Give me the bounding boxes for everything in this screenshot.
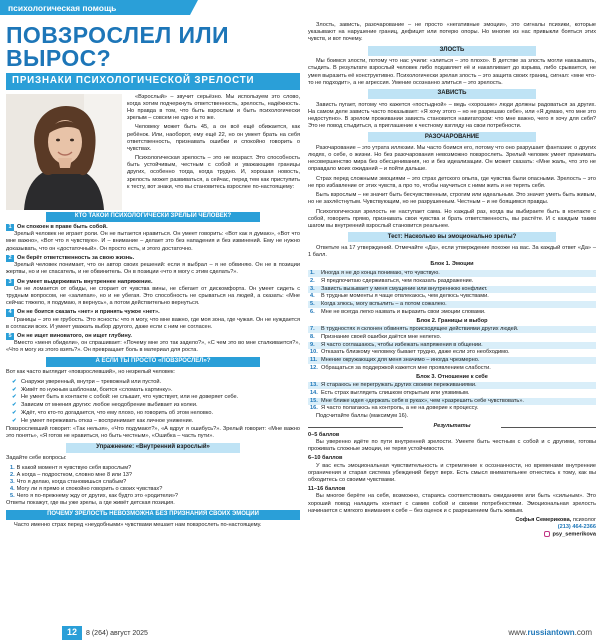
checkmark-icon: ✔ [12,394,17,401]
article-title: ПОВЗРОСЛЕЛ ИЛИ ВЫРОС? [6,22,229,71]
issue-info: 8 (264) август 2025 [86,630,148,637]
test-statement: 9. Я часто соглашаюсь, чтобы избежать напряжения в общении. [308,342,596,349]
sign-item [6,224,300,253]
sign-item [6,279,300,308]
emotion-text: Зависть пугает, потому что кажется «постыдной» – ведь «хорошие» люди должны радоваться за других. На самом деле зависть часто показывает: «Я хочу этого – но не разрешаю себе», или «Я думаю, что мне это недоступно». В зрелом проживании зависть становится навигатором: что мне важно, чего я хочу для себя? Это не повод стыдиться, а приглашение к честному взгляду на свои потребности. [308,101,596,130]
test-statement: 12. Обращаться за поддержкой кажется мне проявлением слабости. [310,364,491,371]
sign-text: Он не ломается от обиды, не сгорает от чувства вины, не сбегает от дискомфорта. Он умеет сидеть с трудным вопросом, не «залипая», но и не убегая. Это способность не срываться на людей, а сказать: «Мне сейчас тяжело, я подумаю, я вернусь», а потом действительно вернуться. [6,285,300,307]
page-number: 12 [62,626,82,640]
article-subtitle: ПРИЗНАКИ ПСИХОЛОГИЧЕСКОЙ ЗРЕЛОСТИ [6,73,300,90]
author-photo [6,94,122,210]
immature-list [12,379,300,426]
sign-heading: Он берёт ответственность за свою жизнь. [17,254,135,261]
checkmark-icon: ✔ [12,386,17,393]
test-heading: Тест: Насколько вы эмоционально зрелы? [348,232,556,242]
exercise-question: 2. А когда – подростком, словно мне 8 или 13? [10,471,133,478]
checkmark-icon: ✔ [12,418,17,425]
intro-paragraph: Человеку может быть 45, а он всё ещё обижается, как ребёнок. Или, наоборот, ему ещё 22, но он умеет брать на себя ответственность, признавать ошибки и спокойно говорить о чувствах. [127,124,300,152]
result-score: 11–16 баллов [308,486,346,493]
list-item: ✔ Не умеет переживать отказ – воспринимает как личное унижение. [12,418,194,425]
sign-number: 4 [6,309,14,316]
list-item: ✔ Зависим от мнения других: любое неодобрение выбивает из колеи. [12,402,198,409]
test-statement: 10. Отказать близкому человеку бывает трудно, даже если это необходимо. [310,349,510,356]
score-instruction: Подсчитайте баллы (максимум 16). [316,413,409,420]
result-score: 6–10 баллов [308,455,343,462]
test-block-heading: Блок 3. Отношение к себе [416,373,488,380]
right-column [308,22,596,539]
test-statement: 14. Есть страх выглядеть слишком открытым или уязвимым. [310,389,470,396]
test-intro: Ответьте на 17 утверждений. Отмечайте «Да», если утверждение похоже на вас. За каждый ответ «Да» – 1 балл. [308,244,596,259]
sign-number: 3 [6,279,14,286]
author-role: психолог [572,517,596,523]
right-intro: Злость, зависть, разочарование – не просто «негативные эмоции», это сигналы психики, которые указывают на нарушение границ, дефицит или потерю опоры. Но многие из нас привыкли бояться этих чувств, и вот почему. [308,22,596,43]
sign-heading: Он умеет выдерживать внутреннее напряжение. [17,278,153,285]
emotion-heading-envy: ЗАВИСТЬ [368,89,536,99]
intro-text [127,94,300,210]
emotion-heading-anger: ЗЛОСТЬ [368,46,536,56]
test-statement: 11. Мнение окружающих для меня значимо – иногда чрезмерно. [308,357,596,364]
instagram-icon [544,531,550,537]
body-paragraph: Психологическая зрелость не наступает сама. Но каждый раз, когда вы выбираете быть в контакте с собой, говорить прямо, признавать свои чувства и брать ответственность, вы растёте. И с каждым таким шагом вы внутренний взрослый становится реальнее. [308,208,596,230]
sign-heading: Он не ищет виноватого, он ищет глубину. [17,333,132,340]
emotion-text: Мы боимся злости, потому что нас учили: «злиться – это плохо». В детстве за злость могли наказывать, стыдить. В результате взрослый человек либо подавляет её и накапливает до взрыва, либо срывается, не умея выразить её конструктивно. Психологически зрелая злость – это защита своих границ, сигнал: «мне что-то не подходит», а не агрессия. Умение осознанно злиться – это зрелость. [308,58,596,86]
left-column [6,24,300,532]
checkmark-icon: ✔ [12,410,17,417]
test-statement: 8. Признание своей ошибки даётся мне нелегко. [310,333,442,340]
test-statement: 2. Я предпочитаю сдерживаться, чем показать раздражение. [310,277,474,284]
portrait-illustration [6,94,122,210]
author-instagram[interactable]: psy_semerikova [552,531,596,538]
test-statement: 1. Иногда я не до конца понимаю, что чувствую. [308,270,596,277]
body-paragraph: Быть взрослым – не значит быть бесчувственным, строгим или идеальным. Это значит уметь быть живым, но не захлёстнутым. Чувствующим, но не разрушенным. Честным – и не боящимся правды. [308,192,596,206]
test-statement: 5. Когда злюсь, могу вспылить – а потом сожалею. [308,301,596,308]
result-text: У вас есть эмоциональная чувствительность и стремление к осознанности, но временами внутренние ограничения и старая система убеждений берут верх. Есть смысл внимательнее отнестись к тому, как вы обходитесь со своими чувствами. [308,462,596,483]
list-item: ✔ Ждёт, что кто-то догадается, что ему плохо, но говорить об этом неловко. [12,410,214,417]
test-statement: 7. В трудностях я склонен обвинять происходящее действиями других людей. [308,326,596,333]
section-intro: Вот как часто выглядит «повзрослевший», но незрелый человек: [6,369,175,376]
exercise-question: 1. В какой момент я чувствую себя взрослым? [10,464,132,471]
section-text: Часто именно страх перед «неудобными» чувствами мешает нам повзрослеть по-настоящему. [14,522,262,529]
list-item: ✔ Живёт по нужным шаблонам, боится «сломать картинку». [12,386,173,393]
author-phone[interactable]: (213) 464-2366 [557,524,596,531]
author-signature [308,517,596,539]
sign-item [6,309,300,330]
checkmark-icon: ✔ [12,402,17,409]
section-heading-emotions: ПОЧЕМУ ЗРЕЛОСТЬ НЕВОЗМОЖНА БЕЗ ПРИЗНАНИЯ СВОИХ ЭМОЦИЙ [6,510,300,520]
test-block-heading: Блок 2. Границы и выбор [416,317,488,324]
list-item: ✔ Не умеет быть в контакте с собой: не слышит, что чувствует, или не доверяет себе. [12,394,239,401]
result-text: Вы уверенно идёте по пути внутренней зрелости. Умеете быть честным с собой и с другими, готовы проживать сложные эмоции, не теряя устойчивости. [308,438,596,453]
sign-text: Зрелый человек понимает, что он автор своих решений: если я выбрал – я не обвиняю. Он не в позиции жертвы, но и не спасатель, и не обвинитель. Он в позиции «что я могу с этим сделать?». [6,262,300,276]
exercise-heading: Упражнение: «Внутренний взрослый» [66,443,240,453]
test-statement: 6. Мне не всегда легко назвать и выразить свои эмоции словами. [310,308,486,315]
sign-heading: Он спокоен в праве быть собой. [17,224,108,231]
exercise-question: 4. Могу ли я прямо и спокойно говорить о своих чувствах? [10,486,163,493]
section-heading-mature: КТО ТАКОЙ ПСИХОЛОГИЧЕСКИ ЗРЕЛЫЙ ЧЕЛОВЕК? [46,212,260,222]
intro-block [6,94,300,210]
sign-number: 2 [6,255,14,262]
intro-paragraph: Психологическая зрелость – это не возраст. Это способность быть устойчивым, честным с собой и уважающим границы других, особенно тогда, когда трудно. И, хорошая новость, зрелость может развиваться, а сейчас, перед тем как приступить к тесту, вот знаки, что вы становитесь взрослее по-настоящему: [127,155,300,190]
sign-heading: Он не боится сказать «нет» и принять чужое «нет». [17,309,160,316]
author-name: Софья Семерикова, [515,517,572,523]
exercise-outro: Ответы покажут, где вы уже зрелы, а где живёт детская позиция. [6,500,175,507]
exercise-question: 3. Что я делаю, когда становишься слабым? [10,478,127,485]
sign-number: 1 [6,224,14,231]
rubric-label: психологическая помощь [8,3,117,13]
results-heading: Результаты [308,423,596,430]
footer-left [62,626,148,640]
test-statement: 15. Мне ближе идея «держать себя в руках», чем «разрешить себе чувствовать». [308,398,596,405]
test-statement: 4. В трудные моменты я чаще отвлекаюсь, чем делюсь чувствами. [310,293,489,300]
checkmark-icon: ✔ [12,378,17,385]
sign-text: Зрелый человек не играет роли. Он не пытается нравиться. Он умеет говорить: «Вот как я думаю», «Вот что мне важно», «Вот что я чувствую». И – внимание – делает это без нападения и без извинений. Ему не нужно доказывать, что он «достаточный». Он просто есть, и этого достаточно. [6,231,300,252]
intro-paragraph: «Взрослый» – звучит серьёзно. Мы используем это слово, когда хотим подчеркнуть ответственность, зрелость, надёжность. Но правда в том, что быть взрослым и быть психологически зрелым – совсем не одно и то же. [127,93,300,121]
emotion-text: Разочарование – это утрата иллюзии. Мы часто боимся его, потому что оно разрушает фантазии: о других людях, о себе, о жизни. Но без разочарования невозможно повзрослеть. Зрелый человек умеет принимать несовершенство мира без обесценивания, но и без идеализации. Он может сказать: «Мне жаль, что это не оправдало моих ожиданий – и пойти дальше. [308,144,596,173]
result-score: 0–5 баллов [308,431,340,438]
sign-item [6,255,300,276]
exercise-intro: Задайте себе вопросы: [6,455,67,462]
sign-number: 5 [6,333,14,340]
emotion-heading-disappointment: РАЗОЧАРОВАНИЕ [368,132,536,142]
result-text: Вы многое берёте на себя, возможно, стараясь соответствовать ожиданиям или быть «сильным». Это хороший повод наладить контакт с самим собой и своими потребностями. Эмоциональная зрелость начинается с мягкого внимания к себе – без оценок и с разрешением быть живым. [308,493,596,514]
test-statement: 13. Я стараюсь не перегружать других своими переживаниями. [308,382,596,389]
footer-site-link[interactable]: www.russiantown.com [508,628,592,637]
list-item: ✔ Снаружи уверенный, внутри – тревожный или пустой. [12,378,162,385]
exercise-question: 5. Чего я по-прежнему жду от других, как будто это «родители»? [10,493,179,500]
sign-text: Вместо «меня обидели», он спрашивает: «Почему мне это так задело?», «С чем это во мне сталкивается?», «Что я могу из этого взять?». Он превращает боль в материал для роста. [6,340,300,354]
section-heading-grown-up: А ЕСЛИ ТЫ ПРОСТО «ПОВЗРОСЛЕЛ»? [46,357,260,367]
test-block-heading: Блок 1. Эмоции [430,261,474,268]
test-statement: 3. Зависть вызывает у меня смущение или внутреннюю конфликт. [308,286,596,293]
test-statement: 16. Я часто полагаюсь на контроль, а не на доверие к процессу. [310,405,479,412]
body-paragraph: Страх перед сложными эмоциями – это страх детского опыта, где чувства были опасными. Зрелость – это не про избавление от этих чувств, а про то, чтобы научиться с ними жить и не терять себя. [308,175,596,189]
section-rubric [0,0,190,15]
sign-item [6,333,300,354]
sign-text: Границы – это не грубость. Это ясность: что я могу, что мне важно, где моя зона, где чужая. Он не нуждается в согласии всех. И умеет уважать выбор другого, даже если с ним не согласен. [6,316,300,330]
section-outro: Повзрослевший говорит: «Так нельзя», «Что подумают?», «А вдруг я ошибусь?». Зрелый говорит: «Мне важно это понять», «Я готов не нравиться, но быть честным», «Ошибка – часть пути». [6,426,300,440]
